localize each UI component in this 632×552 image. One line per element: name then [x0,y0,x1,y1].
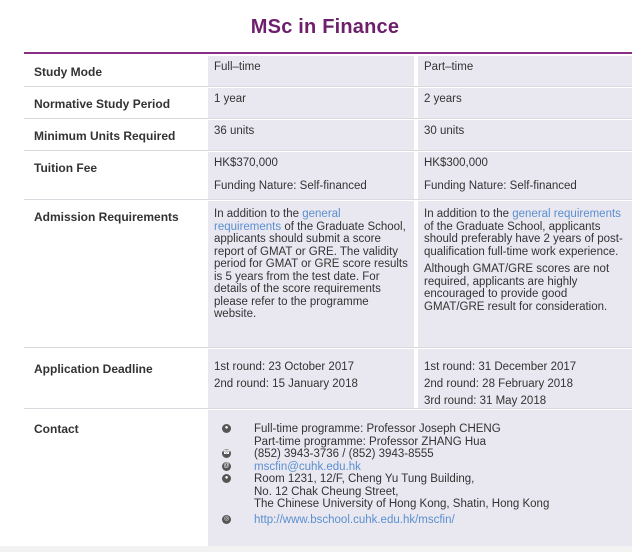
row-divider [24,199,632,200]
contact-professors [214,423,626,448]
part-time-cell [418,152,632,199]
deadline-round: 2nd round: 15 January 2018 [214,378,358,390]
row-divider [24,86,632,87]
row-tuition-fee [24,152,632,199]
phone-icon: ☎ [222,450,231,456]
full-time-professor: Full-time programme: Professor Joseph CHENG [254,423,501,435]
part-time-cell: 2 years [418,88,632,118]
row-admission-requirements [24,201,632,347]
address-line: No. 12 Chak Cheung Street, [254,485,399,498]
full-time-cell: 36 units [208,120,414,150]
title-divider [24,52,632,54]
row-divider [24,408,632,409]
row-label: Application Deadline [24,349,204,408]
row-label: Admission Requirements [24,201,204,347]
contact-phone [214,448,626,461]
row-study-mode [24,56,632,86]
contact-address [214,473,626,511]
gmat-note: Although GMAT/GRE scores are not required, applicants are highly encouraged to provide good GMAT/GRE result for consideration. [424,263,610,313]
general-requirements-link[interactable]: general requirements [512,208,621,220]
fee-amount: HK$370,000 [214,157,278,169]
fee-amount: HK$300,000 [424,157,488,169]
part-time-cell [418,201,632,347]
row-application-deadline [24,349,632,408]
row-label: Study Mode [24,56,204,86]
address-line: The Chinese University of Hong Kong, Shatin, Hong Kong [254,498,550,510]
website-link[interactable]: http://www.bschool.cuhk.edu.hk/mscfin/ [254,513,455,526]
email-link[interactable]: mscfin@cuhk.edu.hk [254,460,361,473]
deadline-round: 3rd round: 31 May 2018 [424,395,547,407]
bottom-strip [0,546,632,552]
row-normative-study-period [24,88,632,118]
full-time-cell [208,152,414,199]
admission-text: In addition to the [214,208,300,220]
contact-website [214,514,626,527]
deadline-round: 1st round: 23 October 2017 [214,361,355,373]
row-contact [24,410,632,546]
full-time-cell: 1 year [208,88,414,118]
email-icon: @ [223,462,230,469]
full-time-cell [208,201,414,347]
row-divider [24,150,632,151]
row-label: Minimum Units Required [24,120,204,150]
row-label: Tuition Fee [24,152,204,199]
deadline-round: 1st round: 31 December 2017 [424,361,577,373]
deadline-round: 2nd round: 28 February 2018 [424,378,573,390]
row-minimum-units [24,120,632,150]
admission-text: of the Graduate School, applicants should submit a score report of GMAT or GRE. The validity period for GMAT or GRE score results is 5 years from the test date. For details of the score requirements please refer to the programme website. [214,220,408,320]
funding-nature: Funding Nature: Self-financed [214,179,367,192]
location-icon: ● [222,474,231,483]
full-time-cell: Full–time [208,56,414,86]
address-line: Room 1231, 12/F, Cheng Yu Tung Building, [254,473,475,485]
row-label: Contact [24,410,204,546]
page-title: MSc in Finance [250,16,400,38]
admission-text: of the Graduate School, applicants should preferably have 2 years of post-qualification full-time work experience. [424,220,623,258]
globe-icon: ◎ [223,515,230,522]
part-time-professor: Part-time programme: Professor ZHANG Hua [254,435,486,448]
contact-email [214,461,626,474]
contact-cell [208,410,632,546]
admission-text: In addition to the [424,208,510,220]
phone-number: (852) 3943-3736 / (852) 3943-8555 [254,448,434,460]
funding-nature: Funding Nature: Self-financed [424,179,577,192]
full-time-cell [208,349,414,408]
row-label: Normative Study Period [24,88,204,118]
part-time-cell: 30 units [418,120,632,150]
row-divider [24,347,632,348]
general-requirements-link[interactable]: general requirements [214,208,341,233]
part-time-cell: Part–time [418,56,632,86]
part-time-cell [418,349,632,408]
person-icon: ● [222,424,231,433]
row-divider [24,118,632,119]
